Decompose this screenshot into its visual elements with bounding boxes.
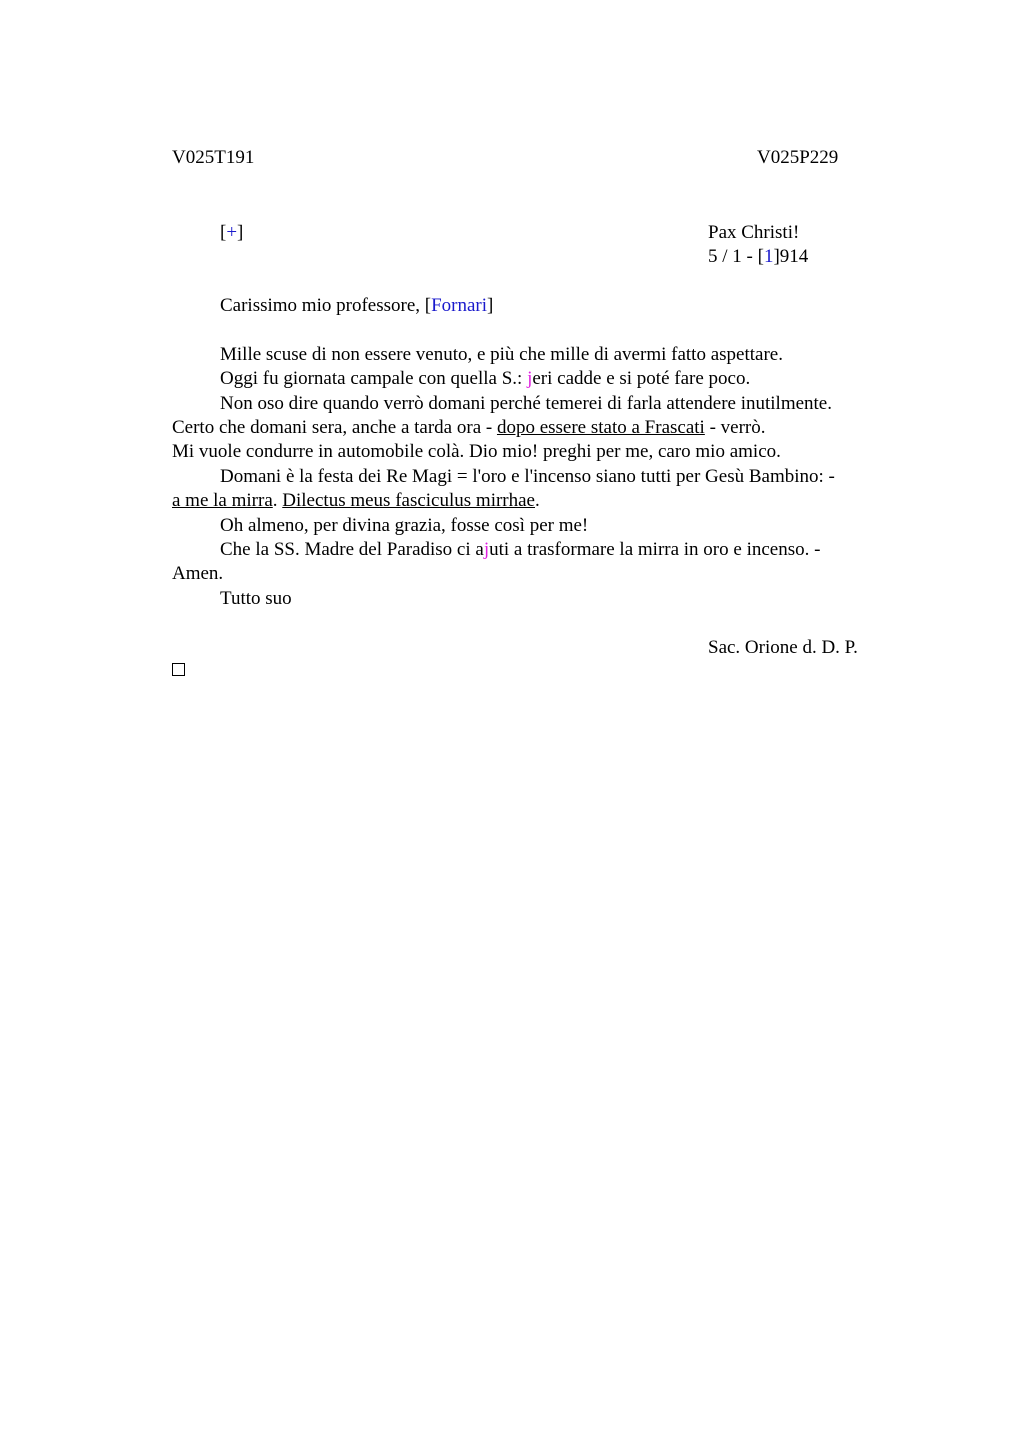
signature: Sac. Orione d. D. P.: [708, 637, 858, 658]
body-line: Oh almeno, per divina grazia, fosse così per me!: [220, 515, 589, 536]
editorial-letter: j: [483, 539, 490, 560]
cross-mark: [+]: [220, 222, 244, 243]
body-line: Che la SS. Madre del Paradiso ci ajuti a trasformare la mirra in oro e incenso. -: [220, 539, 821, 560]
body-line: Mille scuse di non essere venuto, e più che mille di avermi fatto aspettare.: [220, 344, 783, 365]
body-line: Non oso dire quando verrò domani perché temerei di farla attendere inutilmente.: [220, 393, 832, 414]
closing: Tutto suo: [220, 588, 292, 609]
underlined-phrase: Dilectus meus fasciculus mirrhae: [282, 490, 535, 511]
salutation: Carissimo mio professore, [Fornari]: [220, 295, 494, 316]
body-line: a me la mirra. Dilectus meus fasciculus mirrhae.: [172, 490, 540, 511]
body-line: Oggi fu giornata campale con quella S.: jeri cadde e si poté fare poco.: [220, 368, 751, 389]
underlined-phrase: a me la mirra: [172, 490, 273, 511]
body-line: Certo che domani sera, anche a tarda ora - dopo essere stato a Frascati - verrò.: [172, 417, 766, 438]
editorial-letter: j: [527, 368, 533, 389]
greeting-pax-christi: Pax Christi!: [708, 222, 800, 243]
square-outline-icon: [172, 663, 185, 676]
body-line: Domani è la festa dei Re Magi = l'oro e l'incenso siano tutti per Gesù Bambino: -: [220, 466, 835, 487]
underlined-phrase: dopo essere stato a Frascati: [496, 417, 705, 438]
recipient-name: Fornari: [431, 295, 488, 316]
date-editorial-digit: 1: [763, 246, 774, 267]
body-line: Amen.: [172, 563, 224, 584]
cross-symbol: +: [226, 222, 238, 243]
archive-code-left: V025T191: [172, 147, 255, 168]
document-page: [172, 0, 892, 1450]
archive-code-right: V025P229: [757, 147, 839, 168]
letter-date: 5 / 1 - [1]914: [708, 246, 809, 267]
body-line: Mi vuole condurre in automobile colà. Dio mio! preghi per me, caro mio amico.: [172, 441, 781, 462]
